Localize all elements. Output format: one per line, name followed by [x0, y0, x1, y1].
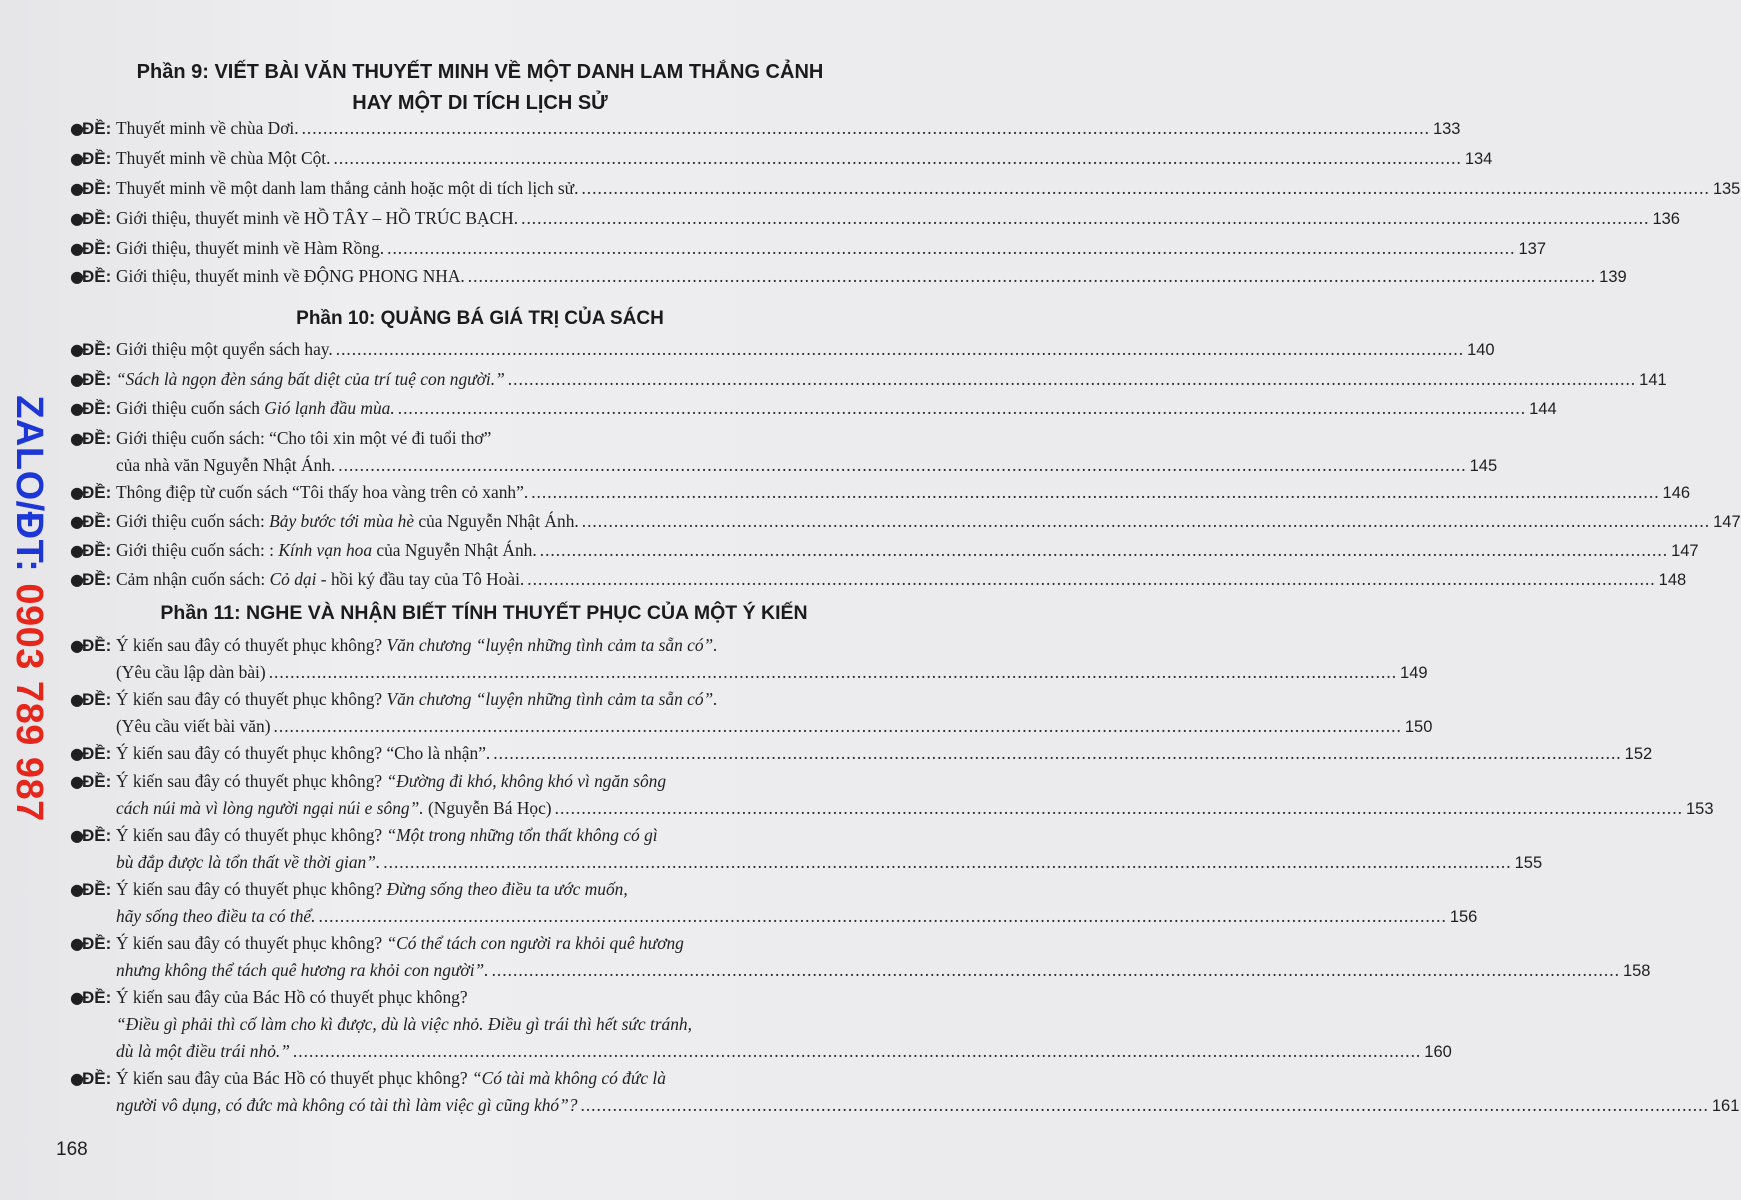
bullet-icon: ●	[70, 744, 84, 763]
toc-entry: ● ĐỀ: Giới thiệu, thuyết minh về HỒ TÂY – HỒ TRÚC BẠCH. ..... 136	[70, 205, 852, 233]
toc-entry: ● ĐỀ: Giới thiệu cuốn sách: : Kính vạn hoa của Nguyễn Nhật Ánh. ..... 147	[70, 537, 852, 565]
bullet-icon: ●	[70, 399, 84, 418]
toc-entry: ● ĐỀ: Thuyết minh về chùa Dơi. ..... 133	[70, 115, 852, 143]
bullet-icon: ●	[70, 429, 84, 448]
toc-entry: ● ĐỀ: Ý kiến sau đây có thuyết phục không? “Có thể tách con người ra khỏi quê hương nhưng không thể tách quê hương ra khỏi con người”. ..... 158	[70, 930, 852, 985]
page-ref: 137	[1518, 240, 1546, 258]
page-ref: 149	[1400, 664, 1428, 682]
contact-watermark	[8, 316, 48, 901]
toc-entry: ● ĐỀ: Giới thiệu một quyển sách hay. ..... 140	[70, 336, 852, 364]
bullet-icon: ●	[70, 483, 84, 502]
watermark-label: ZALO/ĐT:	[7, 395, 50, 584]
toc-entry: ● ĐỀ: Ý kiến sau đây có thuyết phục không? “Một trong những tổn thất không có gì bù đắp được là tổn thất về thời gian”. ..... 155	[70, 822, 852, 877]
toc-entry: ● ĐỀ: Giới thiệu cuốn sách: “Cho tôi xin một vé đi tuổi thơ” của nhà văn Nguyễn Nhật Ánh. ..... 145	[70, 425, 852, 480]
page-ref: 139	[1599, 268, 1627, 286]
toc-entry: ● ĐỀ: Giới thiệu, thuyết minh về Hàm Rồng. ..... 137	[70, 235, 852, 263]
page-ref: 141	[1639, 371, 1667, 389]
bullet-icon: ●	[70, 772, 84, 791]
page-ref: 145	[1469, 457, 1498, 475]
page-ref: 140	[1467, 341, 1495, 359]
bullet-icon: ●	[70, 880, 84, 899]
bullet-icon: ●	[70, 179, 84, 198]
page-ref: 136	[1652, 210, 1680, 228]
bullet-icon: ●	[70, 934, 84, 953]
section-11-title: Phần 11: NGHE VÀ NHẬN BIẾT TÍNH THUYẾT PHỤC CỦA MỘT Ý KIẾN	[160, 602, 808, 624]
section-10-title: Phần 10: QUẢNG BÁ GIÁ TRỊ CỦA SÁCH	[296, 308, 664, 329]
page-ref: 134	[1464, 150, 1493, 168]
page-ref: 148	[1658, 571, 1687, 589]
toc-entry: ● ĐỀ: Cảm nhận cuốn sách: Cỏ dại - hồi ký đầu tay của Tô Hoài. ..... 148	[70, 566, 852, 594]
page-number: 168	[56, 1139, 88, 1160]
section-9-title: Phần 9: VIẾT BÀI VĂN THUYẾT MINH VỀ MỘT DANH LAM THẮNG CẢNH HAY MỘT DI TÍCH LỊCH SỬ	[136, 61, 824, 114]
toc-entry: ● ĐỀ: Ý kiến sau đây có thuyết phục không? Đừng sống theo điều ta ước muốn, hãy sống theo điều ta có thể. ..... 156	[70, 876, 852, 931]
bullet-icon: ●	[70, 1069, 84, 1088]
bullet-icon: ●	[70, 690, 84, 709]
toc-entry: ● ĐỀ: Ý kiến sau đây có thuyết phục không? “Đường đi khó, không khó vì ngăn sông cách núi mà vì lòng người ngại núi e sông”. (Nguyễn Bá Học) ..... 153	[70, 768, 852, 823]
toc-entry: ● ĐỀ: Ý kiến sau đây có thuyết phục không? Văn chương “luyện những tình cảm ta sẵn có”. (Yêu cầu viết bài văn) ..... 150	[70, 686, 852, 741]
page-ref: 144	[1529, 400, 1557, 418]
toc-entry: ● ĐỀ: Giới thiệu cuốn sách: Bảy bước tới mùa hè của Nguyễn Nhật Ánh. ..... 147	[70, 508, 852, 536]
page-ref: 147	[1671, 542, 1699, 560]
page-ref: 155	[1514, 854, 1543, 872]
bullet-icon: ●	[70, 267, 84, 286]
page-ref: 161	[1711, 1097, 1740, 1115]
toc-entry: ● ĐỀ: Thuyết minh về một danh lam thắng cảnh hoặc một di tích lịch sử. ..... 135	[70, 175, 852, 203]
page-ref: 150	[1404, 718, 1433, 736]
toc-entry: ● ĐỀ: Ý kiến sau đây của Bác Hồ có thuyết phục không? “Điều gì phải thì cố làm cho kì được, dù là việc nhỏ. Điều gì trái thì hết sức tránh, dù là một điều trái nhỏ.” ..... 160	[70, 984, 852, 1066]
bullet-icon: ●	[70, 370, 84, 389]
bullet-icon: ●	[70, 149, 84, 168]
toc-entry: ● ĐỀ: Giới thiệu, thuyết minh về ĐỘNG PHONG NHA. ..... 139	[70, 263, 852, 291]
toc-entry: ● ĐỀ: “Sách là ngọn đèn sáng bất diệt của trí tuệ con người.” ..... 141	[70, 366, 852, 394]
page-ref: 156	[1449, 908, 1478, 926]
page-ref: 135	[1712, 180, 1741, 198]
toc-entry: ● ĐỀ: Giới thiệu cuốn sách Gió lạnh đầu mùa. ..... 144	[70, 395, 852, 423]
bullet-icon: ●	[70, 119, 84, 138]
page-ref: 160	[1424, 1043, 1452, 1061]
toc-entry: ● ĐỀ: Ý kiến sau đây của Bác Hồ có thuyết phục không? “Có tài mà không có đức là người vô dụng, có đức mà không có tài thì làm việc gì cũng khó”? ..... 161	[70, 1065, 852, 1120]
page-ref: 158	[1622, 962, 1651, 980]
bullet-icon: ●	[70, 512, 84, 531]
bullet-icon: ●	[70, 340, 84, 359]
toc-entry: ● ĐỀ: Thông điệp từ cuốn sách “Tôi thấy hoa vàng trên cỏ xanh”. ..... 146	[70, 479, 852, 507]
bullet-icon: ●	[70, 239, 84, 258]
bullet-icon: ●	[70, 541, 84, 560]
watermark-phone: 0903 789 987	[7, 583, 50, 822]
bullet-icon: ●	[70, 988, 84, 1007]
toc-entry: ● ĐỀ: Thuyết minh về chùa Một Cột. ..... 134	[70, 145, 852, 173]
page-ref: 153	[1685, 800, 1714, 818]
toc-entry: ● ĐỀ: Ý kiến sau đây có thuyết phục không? Văn chương “luyện những tình cảm ta sẵn có”. (Yêu cầu lập dàn bài) ..... 149	[70, 632, 852, 687]
page-ref: 133	[1432, 120, 1461, 138]
page-ref: 152	[1624, 745, 1653, 763]
bullet-icon: ●	[70, 636, 84, 655]
toc-entry: ● ĐỀ: Ý kiến sau đây có thuyết phục không? “Cho là nhận”. ..... 152	[70, 740, 852, 768]
bullet-icon: ●	[70, 209, 84, 228]
page-ref: 147	[1713, 513, 1741, 531]
bullet-icon: ●	[70, 826, 84, 845]
bullet-icon: ●	[70, 570, 84, 589]
page-ref: 146	[1662, 484, 1691, 502]
